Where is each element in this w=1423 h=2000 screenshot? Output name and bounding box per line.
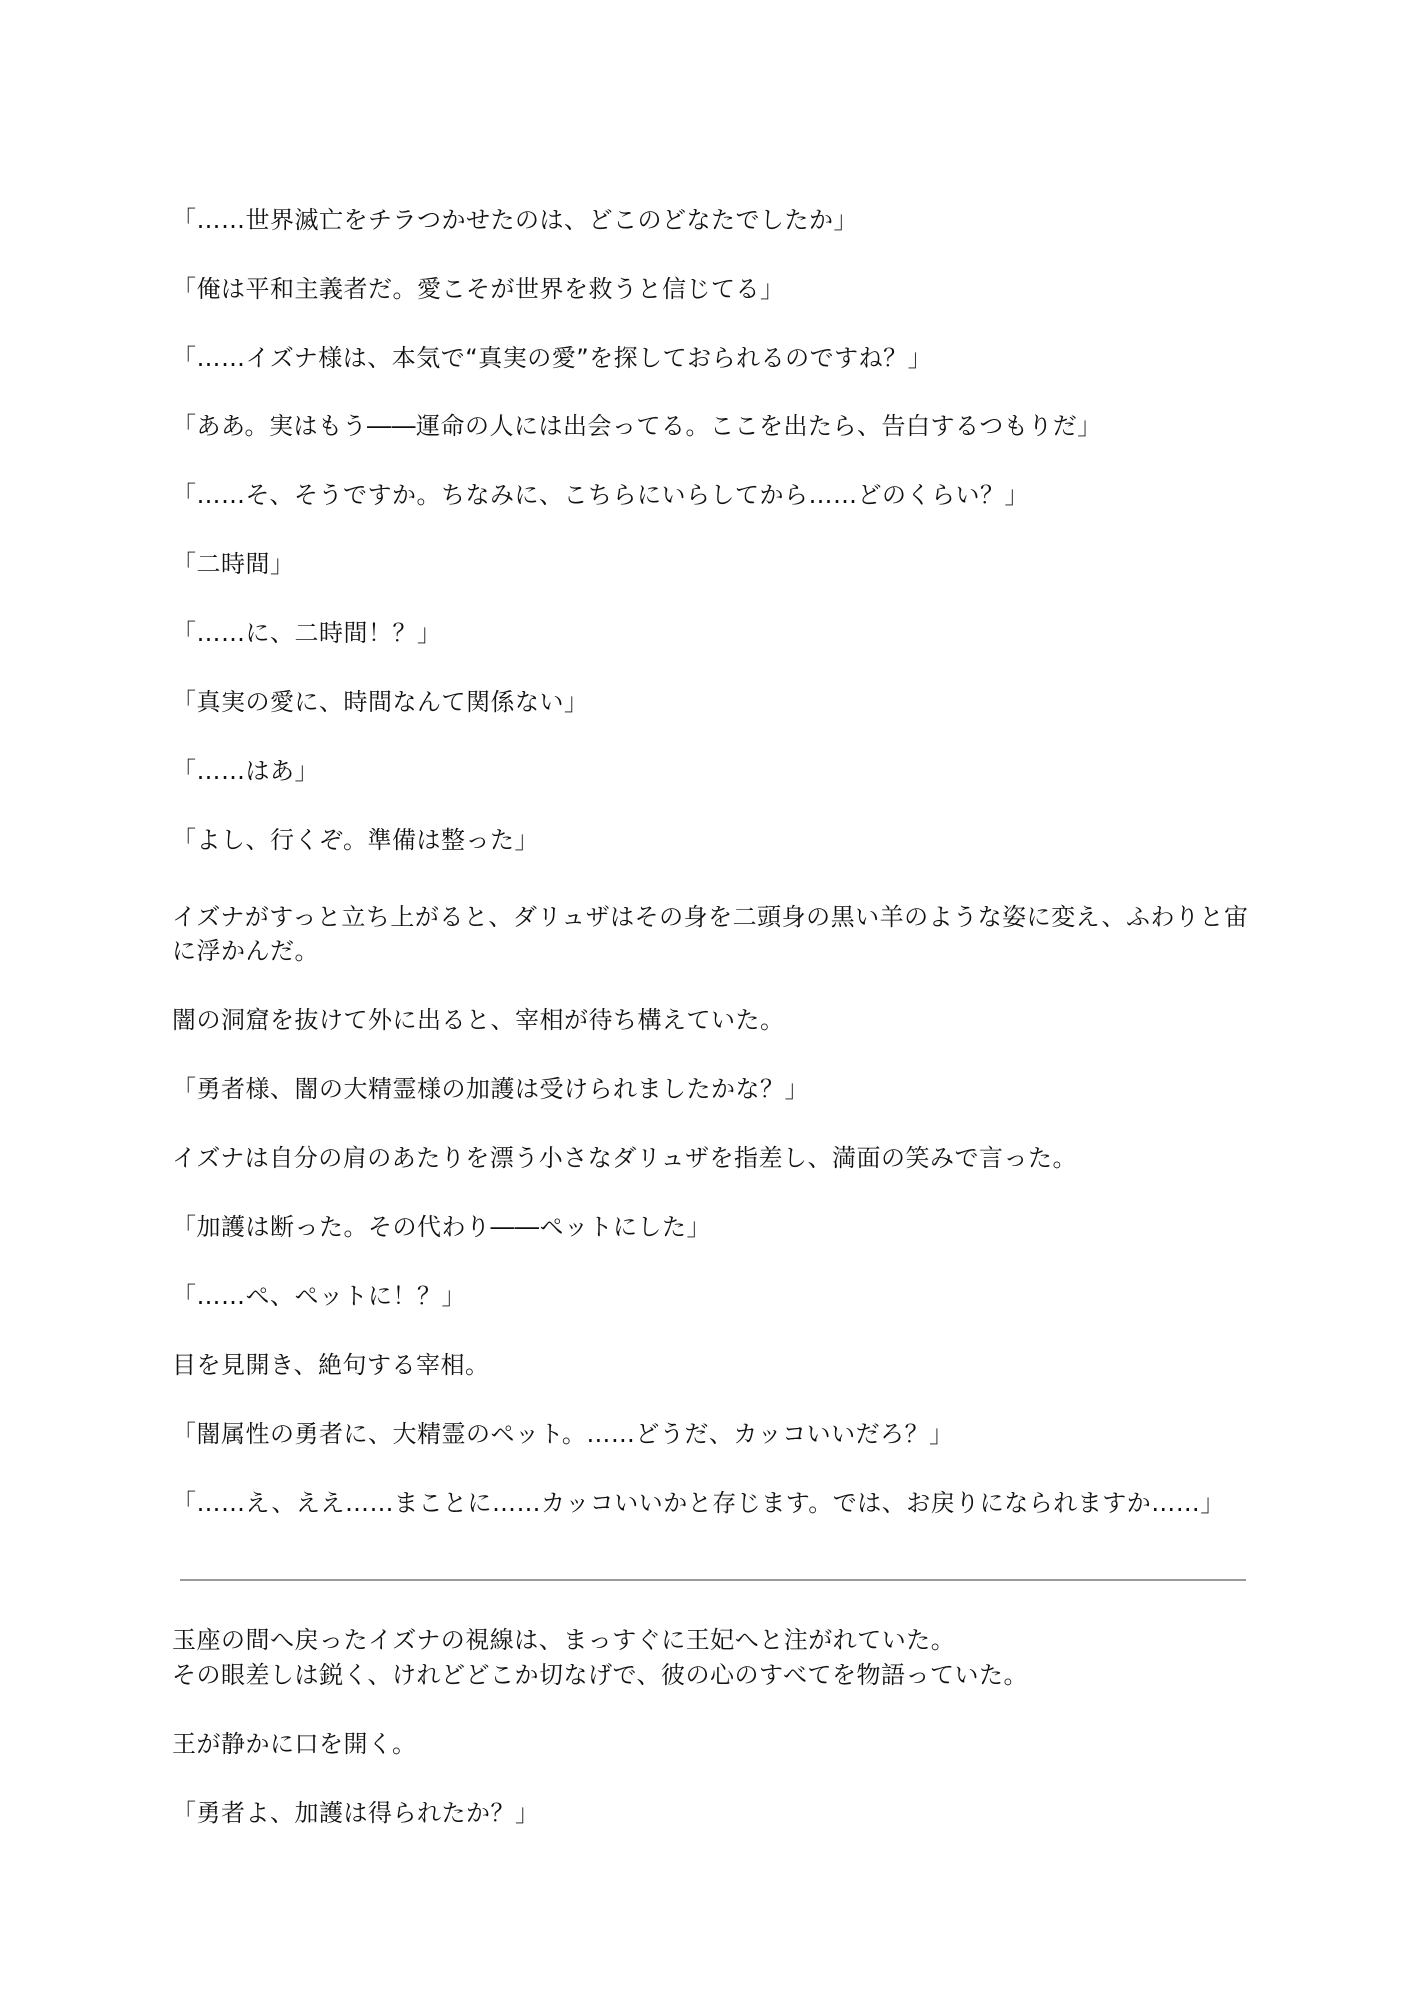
paragraph-line: 「俺は平和主義者だ。愛こそが世界を救うと信じてる」	[172, 275, 785, 303]
paragraph-line: 「……イズナ様は、本気で“真実の愛”を探しておられるのですね？」	[172, 344, 933, 372]
section-divider	[180, 1579, 1246, 1581]
paragraph-line: 「……ペ、ペットに！？」	[172, 1282, 466, 1310]
paragraph-line: 目を見開き、絶句する宰相。	[172, 1351, 490, 1379]
paragraph-line: 「……はあ」	[172, 757, 319, 785]
paragraph-line: に浮かんだ。	[172, 937, 319, 965]
paragraph-line: 「闇属性の勇者に、大精霊のペット。……どうだ、カッコいいだろ？」	[172, 1420, 954, 1448]
paragraph-line: 「よし、行くぞ。準備は整った」	[172, 826, 540, 854]
paragraph-line: 「勇者様、闇の大精霊様の加護は受けられましたかな？」	[172, 1075, 809, 1103]
paragraph-line: 「勇者よ、加護は得られたか？」	[172, 1799, 540, 1827]
paragraph-line: 玉座の間へ戻ったイズナの視線は、まっすぐに王妃へと注がれていた。	[172, 1626, 956, 1654]
paragraph-line: 「……世界滅亡をチラつかせたのは、どこのどなたでしたか」	[172, 206, 858, 234]
paragraph-line: 「……え、ええ……まことに……カッコいいかと存じます。では、お戻りになられますか……」	[172, 1489, 1225, 1517]
paragraph-line: イズナは自分の肩のあたりを漂う小さなダリュザを指差し、満面の笑みで言った。	[172, 1144, 1078, 1172]
paragraph-line: イズナがすっと立ち上がると、ダリュザはその身を二頭身の黒い羊のような姿に変え、ふわりと宙	[172, 903, 1249, 931]
paragraph-line: 「……に、二時間！？」	[172, 619, 442, 647]
paragraph-line: 王が静かに口を開く。	[172, 1730, 417, 1758]
paragraph-line: 「二時間」	[172, 550, 295, 578]
paragraph-line: 「真実の愛に、時間なんて関係ない」	[172, 688, 589, 716]
paragraph-line: 「……そ、そうですか。ちなみに、こちらにいらしてから……どのくらい？」	[172, 481, 1030, 509]
paragraph-line: 闇の洞窟を抜けて外に出ると、宰相が待ち構えていた。	[172, 1006, 785, 1034]
paragraph-line: その眼差しは鋭く、けれどどこか切なげで、彼の心のすべてを物語っていた。	[172, 1661, 1029, 1689]
paragraph-line: 「加護は断った。その代わり――ペットにした」	[172, 1213, 711, 1241]
paragraph-line: 「ああ。実はもう――運命の人には出会ってる。ここを出たら、告白するつもりだ」	[172, 412, 1102, 440]
